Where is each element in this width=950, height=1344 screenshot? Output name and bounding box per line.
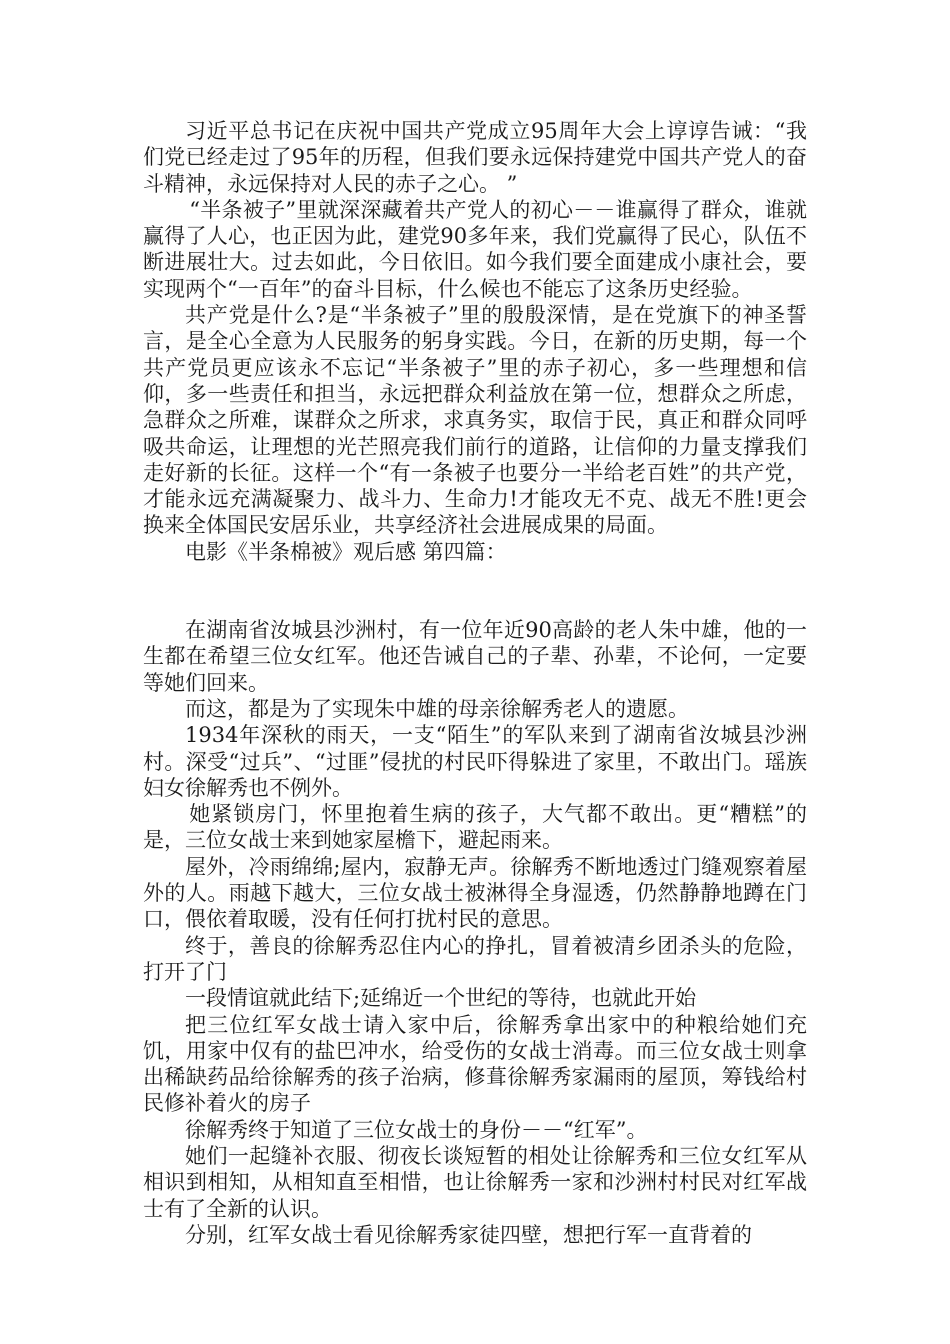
paragraph: 她们一起缝补衣服、彻夜长谈短暂的相处让徐解秀和三位女红军从相识到相知，从相知直至相惜，也让徐解秀一家和沙洲村村民对红军战士有了全新的认识。 (143, 1143, 807, 1221)
paragraph: 把三位红军女战士请入家中后，徐解秀拿出家中的种粮给她们充饥，用家中仅有的盐巴冲水，给受伤的女战士消毒。而三位女战士则拿出稀缺药品给徐解秀的孩子治病，修葺徐解秀家漏雨的屋顶，筹钱给村民修补着火的房子 (143, 1012, 807, 1116)
paragraph: 分别，红军女战士看见徐解秀家徒四壁，想把行军一直背着的 (185, 1222, 752, 1247)
paragraph: 在湖南省汝城县沙洲村，有一位年近90高龄的老人朱中雄，他的一生都在希望三位女红军。他还告诫自己的子辈、孙辈，不论何，一定要等她们回来。 (143, 618, 807, 695)
paragraph: 习近平总书记在庆祝中国共产党成立95周年大会上谆谆告诫：“我们党已经走过了95年的历程，但我们要永远保持建党中国共产党人的奋斗精神，永远保持对人民的赤子之心。 ” (143, 119, 807, 196)
paragraph: 终于，善良的徐解秀忍住内心的挣扎，冒着被清乡团杀头的危险，打开了门 (143, 933, 807, 984)
blank-line (143, 565, 807, 617)
section-heading: 电影《半条棉被》观后感 第四篇： (185, 539, 507, 564)
paragraph: 一段情谊就此结下;延绵近一个世纪的等待，也就此开始 (185, 986, 697, 1011)
paragraph: 屋外，冷雨绵绵;屋内，寂静无声。徐解秀不断地透过门缝观察着屋外的人。雨越下越大，三位女战士被淋得全身湿透，仍然静静地蹲在门口，偎依着取暖，没有任何打扰村民的意思。 (143, 854, 807, 932)
paragraph: 1934年深秋的雨天，一支“陌生”的军队来到了湖南省汝城县沙洲村。深受“过兵”、“过匪”侵扰的村民吓得躲进了家里，不敢出门。瑶族妇女徐解秀也不例外。 (143, 723, 807, 800)
paragraph: 而这，都是为了实现朱中雄的母亲徐解秀老人的遗愿。 (185, 696, 689, 721)
paragraph: 共产党是什么?是“半条被子”里的殷殷深情，是在党旗下的神圣誓言，是全心全意为人民服务的躬身实践。今日，在新的历史期，每一个共产党员更应该永不忘记“半条被子”里的赤子初心，多一些理想和信仰，多一些责任和担当，永远把群众利益放在第一位，想群众之所虑，急群众之所难，谋群众之所求，求真务实，取信于民，真正和群众同呼吸共命运，让理想的光芒照亮我们前行的道路，让信仰的力量支撑我们走好新的长征。这样一个“有一条被子也要分一半给老百姓”的共产党，才能永远充满凝聚力、战斗力、生命力!才能攻无不克、战无不胜!更会换来全体国民安居乐业，共享经济社会进展成果的局面。 (143, 303, 807, 538)
paragraph: 徐解秀终于知道了三位女战士的身份－－“红军”。 (185, 1117, 648, 1142)
paragraph: 她紧锁房门，怀里抱着生病的孩子，大气都不敢出。更“糟糕”的是，三位女战士来到她家屋檐下，避起雨来。 (143, 802, 807, 853)
document-body (143, 118, 807, 1248)
paragraph: “半条被子”里就深深藏着共产党人的初心－－谁赢得了群众，谁就赢得了人心，也正因为此，建党90多年来，我们党赢得了民心，队伍不断进展壮大。过去如此，今日依旧。如今我们要全面建成小康社会，要实现两个“一百年”的奋斗目标，什么候也不能忘了这条历史经验。 (143, 197, 807, 301)
